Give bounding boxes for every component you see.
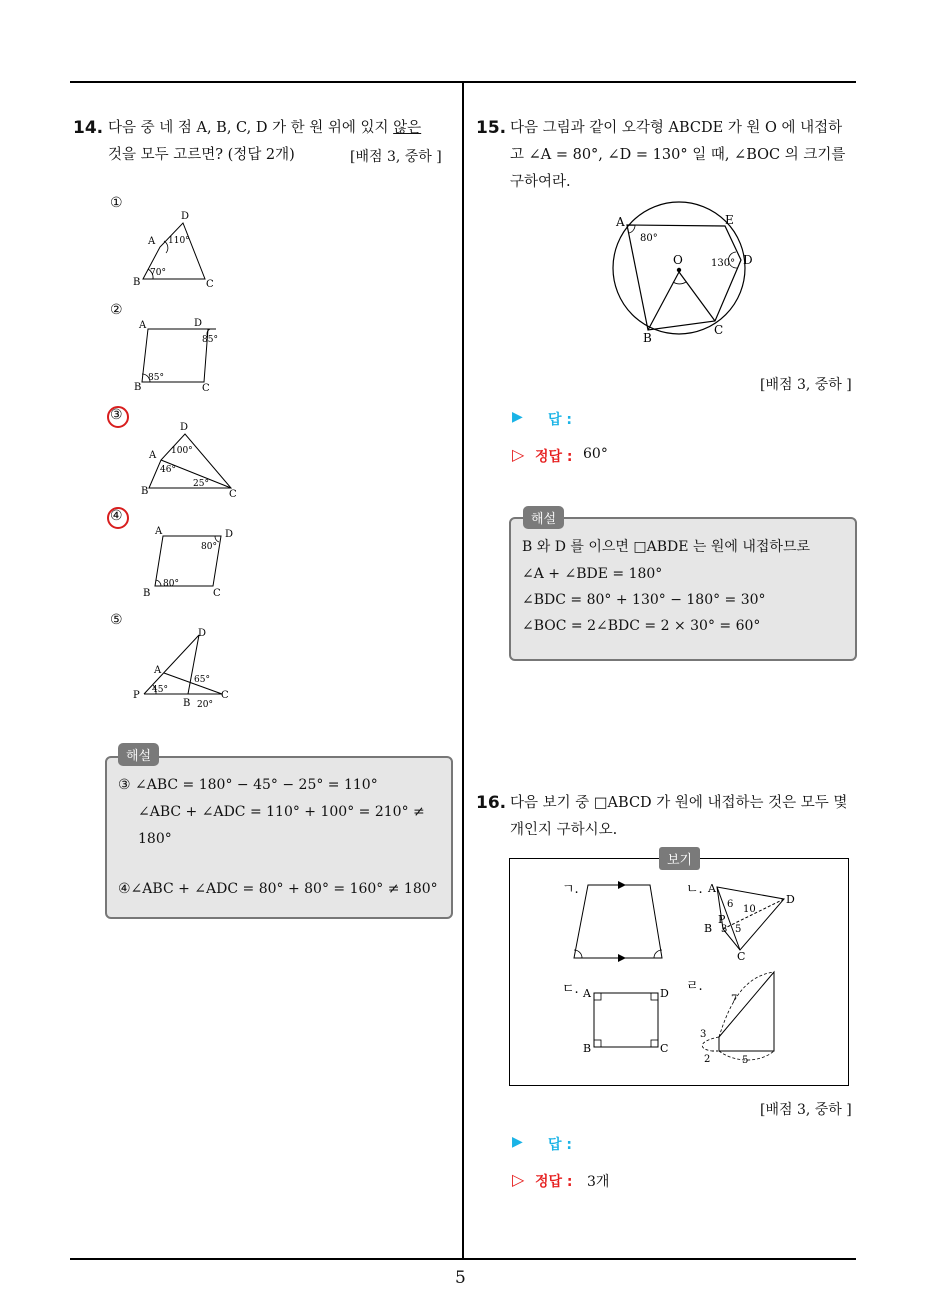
f3-A: A (149, 450, 157, 461)
f5-D: D (198, 628, 207, 639)
q14-figure-5 (130, 625, 240, 715)
f15-A: A (616, 215, 625, 229)
f2-D: D (194, 318, 203, 329)
q15-explain-line3: ∠BDC = 80° + 130° − 180° = 30° (522, 592, 766, 608)
f1-A: A (148, 236, 156, 247)
q15-explain-line4: ∠BOC = 2∠BDC = 2 × 30° = 60° (522, 618, 761, 634)
option-4: ④ (110, 508, 123, 524)
f2-B: B (134, 382, 142, 393)
q14-explain-line1: ③ ∠ABC = 180° − 45° − 25° = 110° (118, 777, 378, 793)
q14-line1-text: 다음 중 네 점 A, B, C, D 가 한 원 위에 있지 (108, 120, 394, 136)
d-D: D (660, 987, 669, 1000)
q16-label-g: ㄱ. (562, 882, 579, 897)
f3-B: B (141, 486, 149, 497)
q16-correct-arrow: ▷ (512, 1170, 525, 1189)
q15-correct-value: 60° (583, 446, 608, 462)
q16-label-n: ㄴ. (686, 882, 703, 897)
f5-A: A (154, 665, 162, 676)
n-C: C (737, 950, 746, 963)
f15-O: O (673, 253, 683, 267)
f15-C: C (714, 323, 724, 337)
f5-angP: 45° (152, 685, 168, 695)
n-5: 5 (735, 924, 742, 935)
n-6: 6 (727, 899, 734, 910)
q14-figure-1 (130, 205, 230, 295)
f15-B: B (643, 331, 652, 345)
q14-figure-2 (130, 312, 230, 397)
option-3: ③ (110, 407, 123, 423)
n-10: 10 (743, 904, 756, 915)
f4-angB: 80° (163, 579, 179, 589)
f15-E: E (725, 213, 734, 227)
q16-answer-arrow: ▶ (512, 1134, 523, 1150)
f2-angD: 85° (202, 335, 218, 345)
q14-underline: 않은 (393, 120, 422, 136)
q15-explain-line2: ∠A + ∠BDE = 180° (522, 566, 663, 582)
q15-line1: 다음 그림과 같이 오각형 ABCDE 가 원 O 에 내접하 (510, 120, 843, 136)
q15-explain-line1: B 와 D 를 이으면 □ABDE 는 원에 내접하므로 (522, 539, 810, 555)
q14-figure-4 (135, 520, 245, 605)
q16-correct-value: 3개 (587, 1174, 610, 1190)
f3-D: D (180, 422, 189, 433)
q15-score: [배점 3, 중하 ] (760, 377, 852, 393)
bottom-rule (70, 1258, 856, 1260)
q15-answer-arrow: ▶ (512, 409, 523, 425)
f1-D: D (181, 211, 190, 222)
q15-line2: 고 ∠A = 80°, ∠D = 130° 일 때, ∠BOC 의 크기를 (510, 147, 846, 163)
r-7: 7 (731, 994, 738, 1005)
f4-C: C (213, 588, 221, 599)
q16-number: 16. (476, 793, 507, 813)
d-B: B (583, 1042, 592, 1055)
q16-correct-label: 정답 : (535, 1174, 573, 1190)
f15-D: D (743, 253, 753, 267)
f4-angD: 80° (201, 542, 217, 552)
q15-explain-tag: 해설 (523, 506, 564, 529)
f3-C: C (229, 489, 237, 500)
f15-angD: 130° (711, 258, 736, 269)
q14-line1 (108, 115, 458, 142)
q15-line3: 구하여라. (510, 174, 571, 190)
q14-explain-line3: 180° (138, 831, 172, 847)
f1-angA: 110° (168, 236, 190, 246)
f3-angC: 25° (193, 479, 209, 489)
r-2: 2 (704, 1054, 711, 1065)
page-number: 5 (455, 1268, 466, 1288)
n-A: A (708, 882, 716, 895)
q15-number: 15. (476, 118, 507, 138)
f5-C: C (221, 690, 229, 701)
n-D: D (786, 893, 795, 906)
f1-angB: 70° (150, 268, 166, 278)
f2-A: A (139, 320, 147, 331)
n-P: P (718, 913, 726, 926)
q15-answer-label: 답 : (548, 412, 572, 428)
d-C: C (660, 1042, 669, 1055)
r-3: 3 (700, 1029, 707, 1040)
q14-line2: 것을 모두 고르면? (정답 2개) (108, 147, 295, 163)
q16-score: [배점 3, 중하 ] (760, 1102, 852, 1118)
f15-angA: 80° (640, 233, 658, 244)
r-5: 5 (742, 1055, 749, 1066)
f5-angC1: 65° (194, 675, 210, 685)
f5-angC2: 20° (197, 700, 213, 710)
q16-line1: 다음 보기 중 □ABCD 가 원에 내접하는 것은 모두 몇 (510, 795, 848, 811)
n-3: 3 (721, 924, 728, 935)
q14-figure-3 (135, 418, 245, 503)
q14-explain-line4: ④∠ABC + ∠ADC = 80° + 80° = 160° ≠ 180° (118, 881, 438, 897)
f5-B: B (183, 698, 191, 709)
option-1: ① (110, 195, 123, 211)
q14-score: [배점 3, 중하 ] (350, 149, 442, 165)
f3-angA2: 46° (160, 465, 176, 475)
q16-line2: 개인지 구하시오. (510, 822, 618, 838)
f4-A: A (155, 526, 163, 537)
q15-figure (605, 200, 775, 350)
f2-angB: 85° (148, 373, 164, 383)
q14-number: 14. (73, 118, 104, 138)
q14-explain-line2: ∠ABC + ∠ADC = 110° + 100° = 210° ≠ (138, 804, 425, 820)
q16-figures (510, 865, 846, 1083)
f3-angA1: 100° (171, 446, 193, 456)
option-2: ② (110, 302, 123, 318)
f2-C: C (202, 383, 210, 394)
q16-label-r: ㄹ. (686, 979, 703, 994)
option-5: ⑤ (110, 612, 123, 628)
f5-P: P (133, 690, 140, 701)
n-B: B (704, 922, 713, 935)
q14-explain-tag: 해설 (118, 743, 159, 766)
column-divider (462, 81, 464, 1259)
f1-C: C (206, 279, 214, 290)
q16-answer-label: 답 : (548, 1137, 572, 1153)
q15-correct-arrow: ▷ (512, 445, 525, 464)
f4-B: B (143, 588, 151, 599)
f1-B: B (133, 277, 141, 288)
q15-correct-label: 정답 : (535, 449, 573, 465)
q16-label-d: ㄷ. (562, 982, 579, 997)
d-A: A (583, 987, 591, 1000)
f4-D: D (225, 529, 234, 540)
q16-example-tag: 보기 (659, 847, 700, 870)
